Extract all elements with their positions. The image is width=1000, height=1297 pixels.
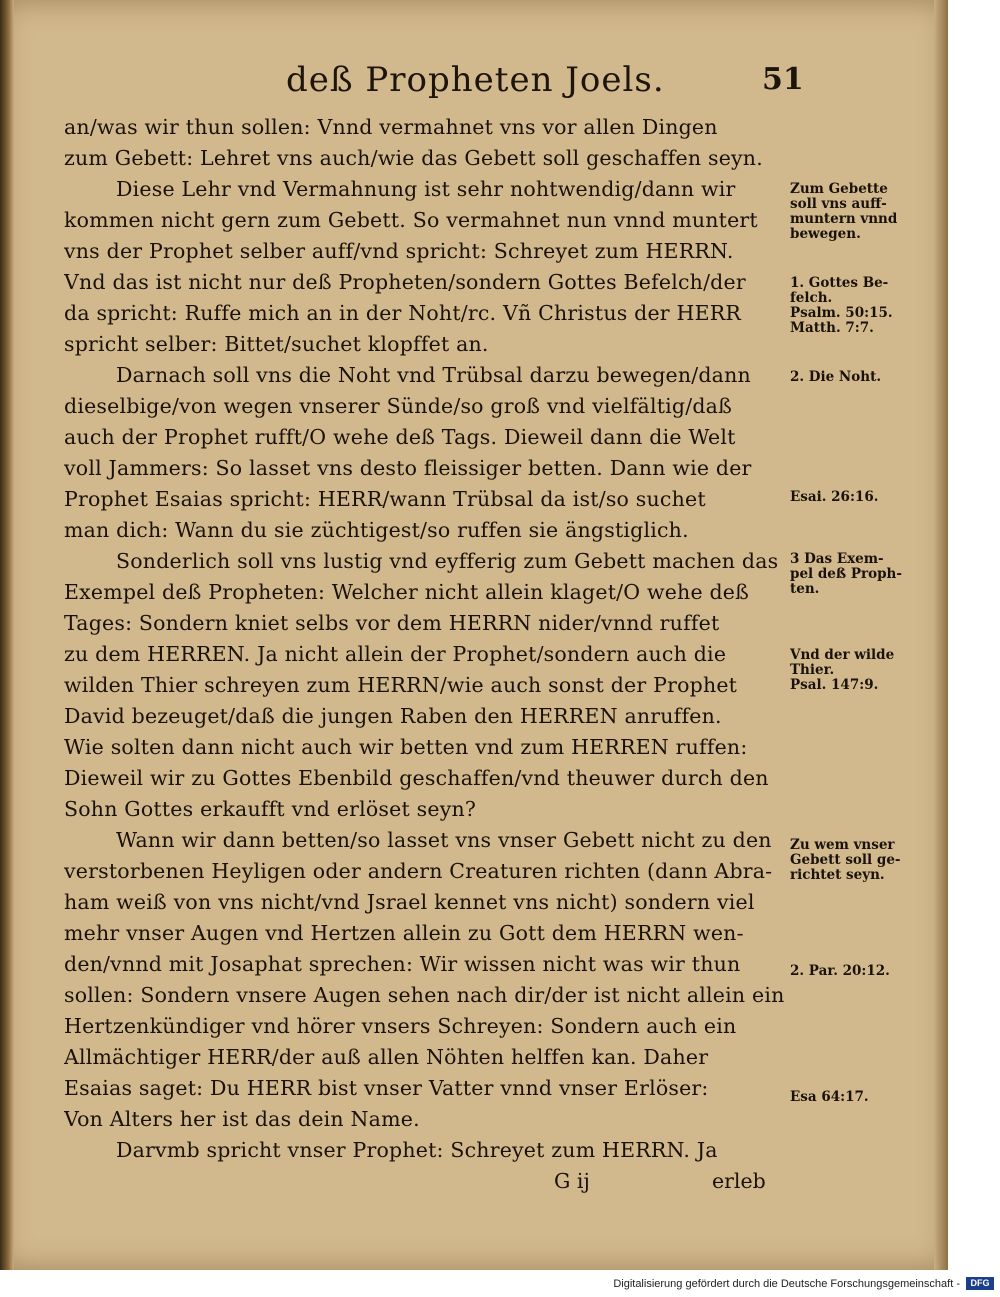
body-line: da spricht: Ruffe mich an in der Noht/rc. Vñ Christus der HERR: [64, 301, 742, 325]
body-line: Darvmb spricht vnser Prophet: Schreyet zum HERRN. Ja: [116, 1138, 718, 1162]
body-line: Von Alters her ist das dein Name.: [64, 1107, 420, 1131]
signature-mark: G ij: [554, 1169, 590, 1193]
body-line: Prophet Esaias spricht: HERR/wann Trübsal da ist/so suchet: [64, 487, 706, 511]
body-line: voll Jammers: So lasset vns desto fleissiger betten. Dann wie der: [64, 456, 752, 480]
margin-note: 2. Par. 20:12.: [790, 963, 890, 979]
body-line: Allmächtiger HERR/der auß allen Nöhten helffen kan. Daher: [64, 1045, 709, 1069]
body-line: Wie solten dann nicht auch wir betten vnd zum HERREN ruffen:: [64, 735, 748, 759]
running-head: deß Propheten Joels.: [286, 60, 665, 100]
body-line: mehr vnser Augen vnd Hertzen allein zu Gott dem HERRN wen-: [64, 921, 744, 945]
body-line: Vnd das ist nicht nur deß Propheten/sondern Gottes Befelch/der: [64, 270, 746, 294]
body-line: vns der Prophet selber auff/vnd spricht: Schreyet zum HERRN.: [64, 239, 734, 263]
main-text-block: [64, 112, 786, 1197]
body-line: wilden Thier schreyen zum HERRN/wie auch sonst der Prophet: [64, 673, 738, 697]
body-line: man dich: Wann du sie züchtigest/so ruffen sie ängstiglich.: [64, 518, 689, 542]
dfg-logo: DFG: [966, 1277, 994, 1290]
body-line: David bezeuget/daß die jungen Raben den HERREN anruffen.: [64, 704, 722, 728]
margin-note: 1. Gottes Be- felch. Psalm. 50:15. Matth. 7:7.: [790, 275, 893, 336]
margin-note: Vnd der wilde Thier. Psal. 147:9.: [790, 647, 895, 693]
body-line: Diese Lehr vnd Vermahnung ist sehr nohtwendig/dann wir: [116, 177, 736, 201]
body-line: Dieweil wir zu Gottes Ebenbild geschaffen/vnd theuwer durch den: [64, 766, 769, 790]
funding-credit: Digitalisierung gefördert durch die Deutsche Forschungsgemeinschaft -: [613, 1278, 960, 1290]
page-binding-edge: [0, 0, 14, 1270]
catchword: erleb: [712, 1169, 766, 1193]
body-line: Hertzenkündiger vnd hörer vnsers Schreyen: Sondern auch ein: [64, 1014, 737, 1038]
margin-note: 3 Das Exem- pel deß Proph- ten.: [790, 551, 902, 597]
body-line: Darnach soll vns die Noht vnd Trübsal darzu bewegen/dann: [116, 363, 751, 387]
signature-row: [64, 1166, 786, 1197]
margin-note: Zum Gebette soll vns auff- muntern vnnd bewegen.: [790, 181, 898, 242]
body-line: zu dem HERREN. Ja nicht allein der Prophet/sondern auch die: [64, 642, 727, 666]
body-line: an/was wir thun sollen: Vnnd vermahnet vns vor allen Dingen: [64, 115, 718, 139]
body-line: Wann wir dann betten/so lasset vns vnser Gebett nicht zu den: [116, 828, 772, 852]
body-line: sollen: Sondern vnsere Augen sehen nach dir/der ist nicht allein ein: [64, 983, 785, 1007]
margin-note: Esa 64:17.: [790, 1089, 869, 1105]
body-line: Exempel deß Propheten: Welcher nicht allein klaget/O wehe deß: [64, 580, 750, 604]
body-line: Sohn Gottes erkaufft vnd erlöset seyn?: [64, 797, 477, 821]
body-line: dieselbige/von wegen vnserer Sünde/so groß vnd vielfältig/daß: [64, 394, 732, 418]
body-line: auch der Prophet rufft/O wehe deß Tags. Dieweil dann die Welt: [64, 425, 736, 449]
body-line: Esaias saget: Du HERR bist vnser Vatter vnnd vnser Erlöser:: [64, 1076, 709, 1100]
body-line: verstorbenen Heyligen oder andern Creaturen richten (dann Abra-: [64, 859, 773, 883]
margin-note: Esai. 26:16.: [790, 489, 879, 505]
body-line: kommen nicht gern zum Gebett. So vermahnet nun vnnd muntert: [64, 208, 758, 232]
body-line: zum Gebett: Lehret vns auch/wie das Gebett soll geschaffen seyn.: [64, 146, 763, 170]
page-outer-edge: [934, 0, 948, 1270]
body-line: ham weiß von vns nicht/vnd Jsrael kennet vns nicht) sondern viel: [64, 890, 755, 914]
body-line: den/vnnd mit Josaphat sprechen: Wir wissen nicht was wir thun: [64, 952, 741, 976]
body-line: Tages: Sondern kniet selbs vor dem HERRN nider/vnnd ruffet: [64, 611, 720, 635]
body-line: spricht selber: Bittet/suchet klopffet an.: [64, 332, 489, 356]
page-number: 51: [762, 62, 804, 97]
margin-note: 2. Die Noht.: [790, 369, 882, 385]
margin-note: Zu wem vnser Gebett soll ge- richtet seyn.: [790, 837, 901, 883]
body-line: Sonderlich soll vns lustig vnd eyfferig zum Gebett machen das: [116, 549, 779, 573]
